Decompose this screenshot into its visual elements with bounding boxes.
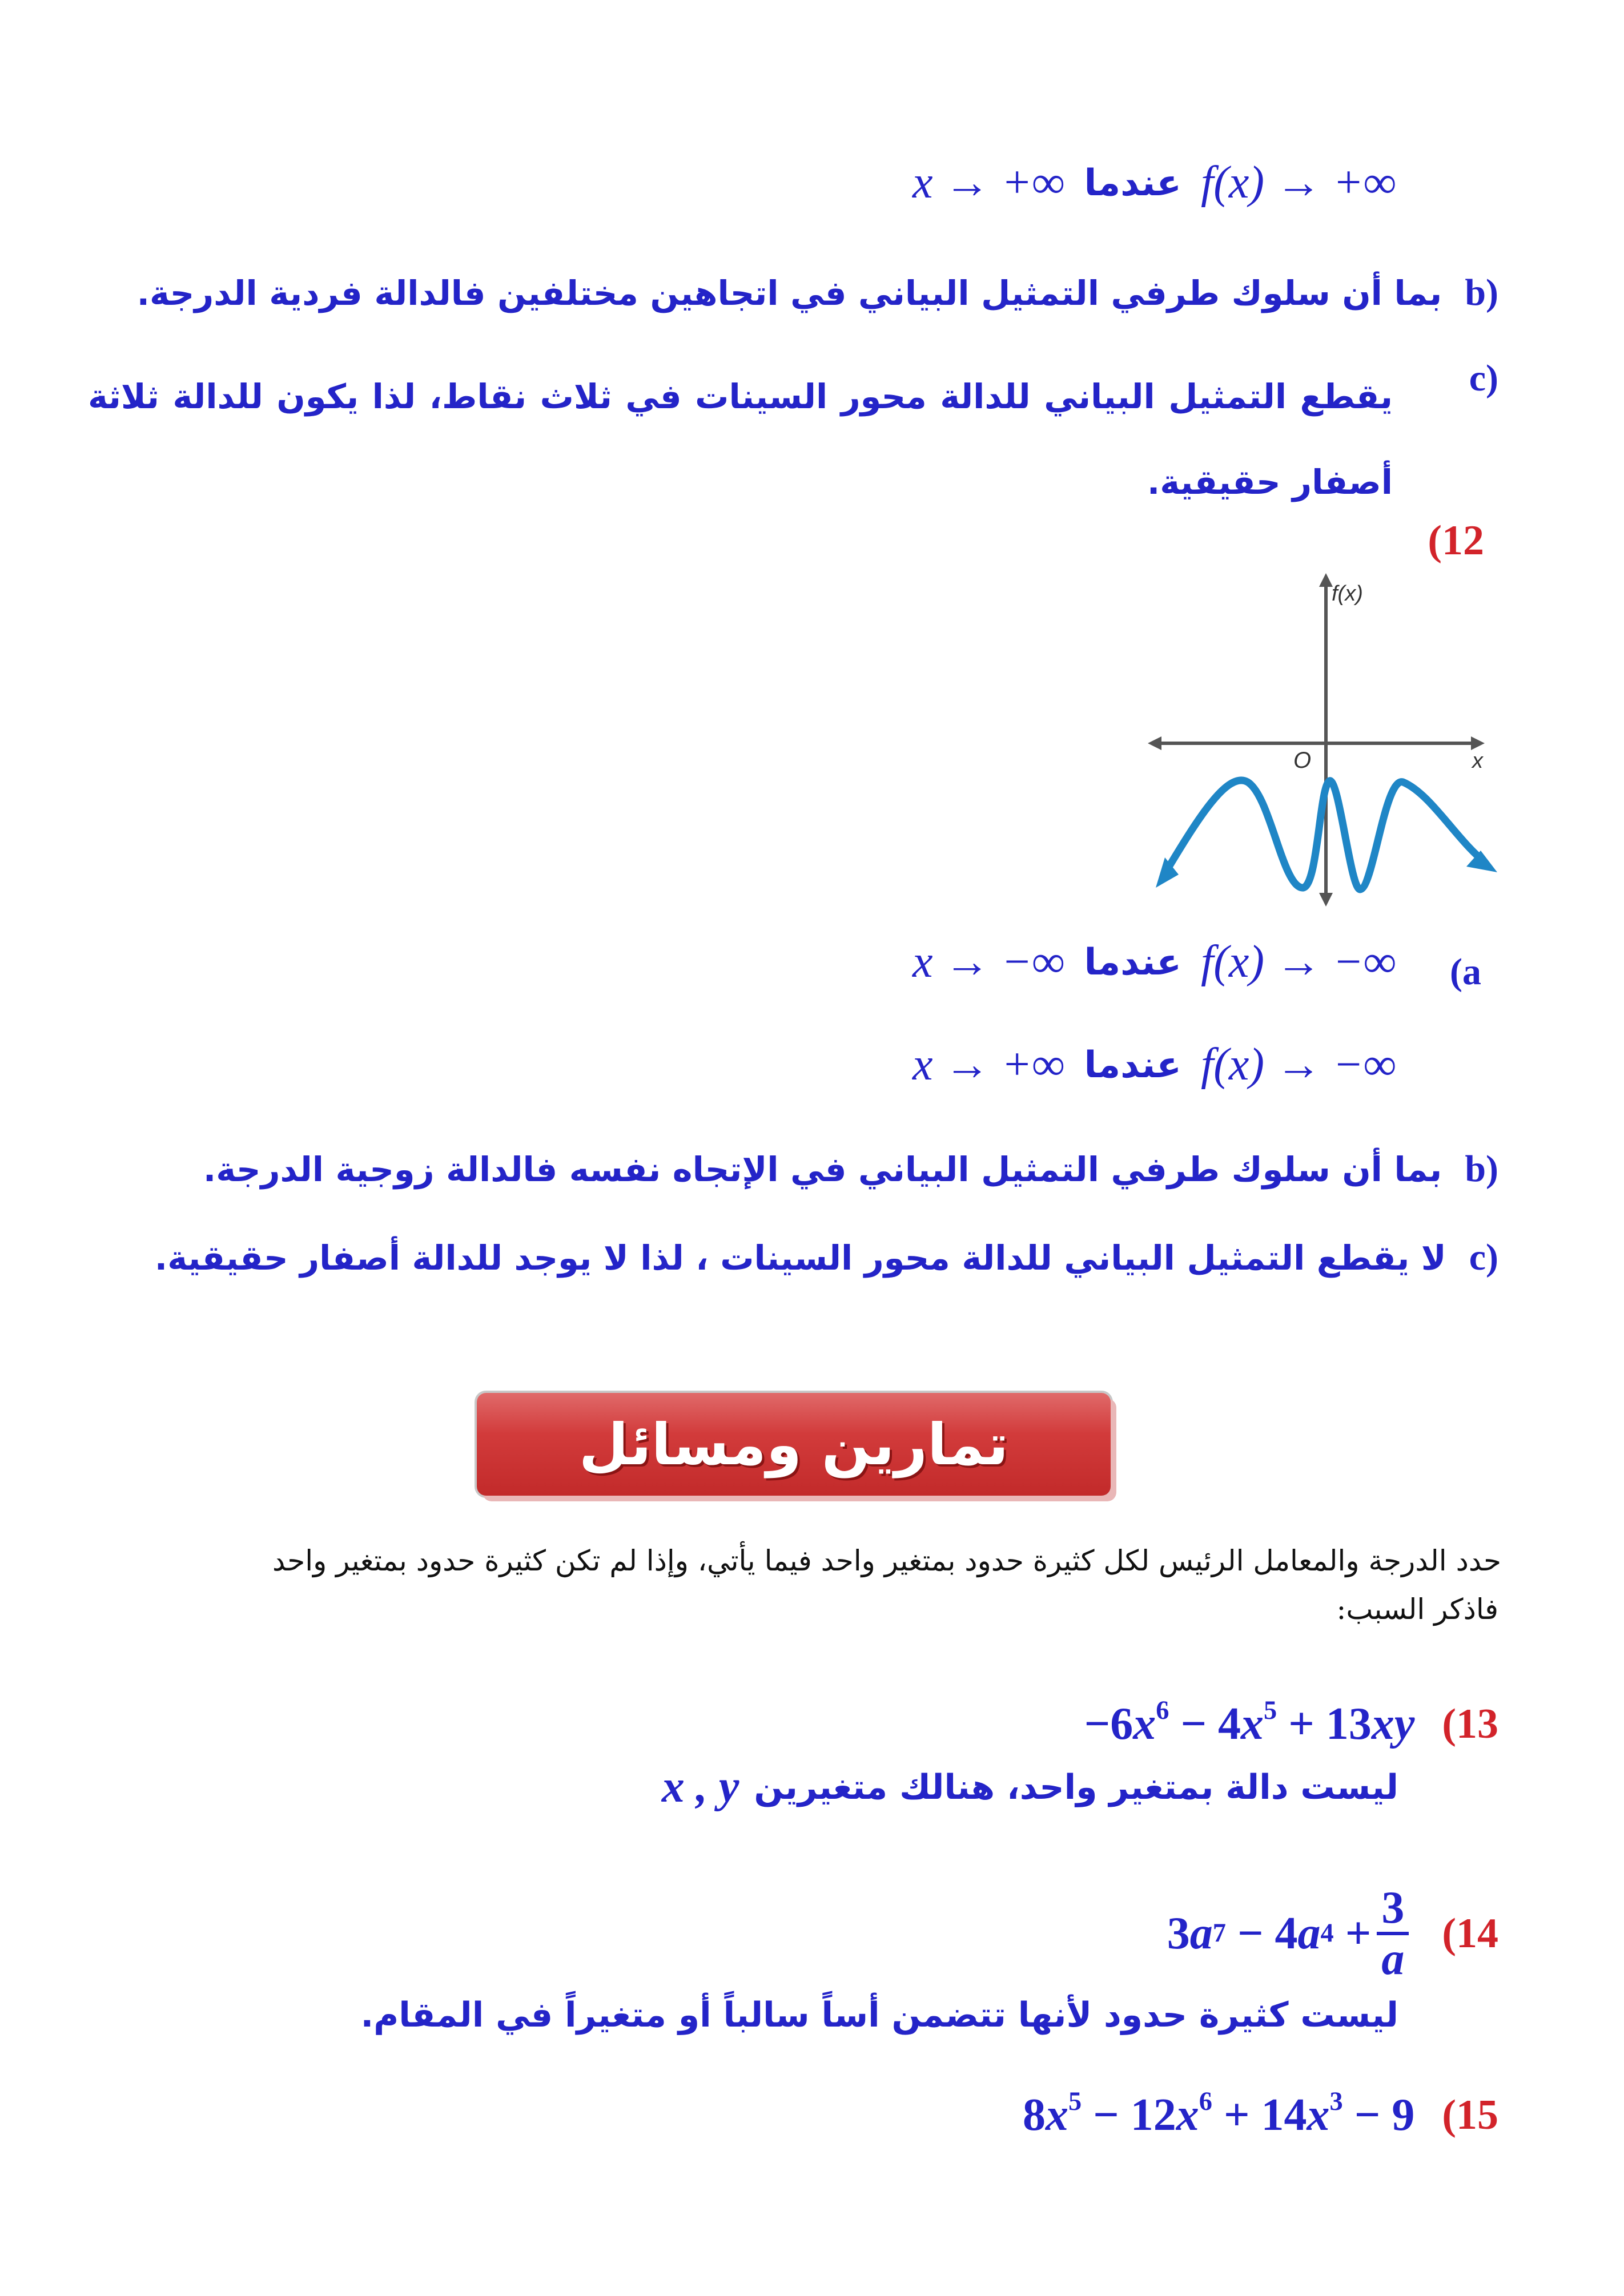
problem-13-answer-text: ليست دالة بمتغير واحد، هنالك متغيرين	[754, 1767, 1398, 1807]
y-axis-arrow-down	[1319, 893, 1333, 907]
p12-a1-cond: x → −∞	[912, 937, 1065, 987]
top-item-c-text: يقطع التمثيل البياني للدالة محور السينات في ثلاث نقاط، لذا يكون للدالة ثلاثة أصفار حقيقية.	[88, 377, 1393, 502]
p12-a1-word: عندما	[1084, 941, 1181, 984]
instructions-line-1: حدد الدرجة والمعامل الرئيس لكل كثيرة حدود بمتغير واحد فيما يأتي، وإذا لم تكن كثيرة حدود بمتغير واحد	[272, 1544, 1501, 1577]
exercises-banner-title: تمارين ومسائل	[578, 1411, 1009, 1478]
p12-a2-cond: x → +∞	[912, 1040, 1065, 1090]
top-cond-math: x → +∞	[912, 158, 1065, 208]
p12-item-c-label: c)	[1469, 1236, 1498, 1278]
problem-14-answer: ليست كثيرة حدود لأنها تتضمن أساً سالباً أو متغيراً في المقام.	[360, 1995, 1398, 2035]
problem-15-expression: $8x^5 - 12x^6 + 14x^3 - 9$	[1022, 2087, 1415, 2140]
problem-13-vars: x , y	[661, 1762, 739, 1812]
top-item-c-label: c)	[1469, 357, 1498, 399]
problem-13-answer	[662, 1761, 1398, 1813]
problem-12-number: (12	[1428, 517, 1484, 564]
p12-a2-word: عندما	[1084, 1044, 1181, 1086]
p12-item-c-text: لا يقطع التمثيل البياني للدالة محور السينات ، لذا لا يوجد للدالة أصفار حقيقية.	[154, 1238, 1446, 1278]
problem-14-frac-num: 3	[1377, 1884, 1409, 1935]
graph-x-label: x	[1472, 749, 1483, 773]
problem-13-number: (13	[1442, 1701, 1498, 1747]
problem-15	[1023, 2089, 1498, 2141]
problem-14	[1167, 1884, 1498, 1983]
top-limit-math: f(x) → +∞	[1200, 158, 1396, 208]
p12-item-b	[203, 1147, 1498, 1191]
problem-14-fraction	[1377, 1884, 1409, 1983]
p12-a2-math: f(x) → −∞	[1200, 1040, 1396, 1090]
p12-item-b-text: بما أن سلوك طرفي التمثيل البياني في الإتجاه نفسه فالدالة زوجية الدرجة.	[203, 1149, 1442, 1189]
problem-12-graph	[1148, 571, 1513, 908]
instructions-line-2: فاذكر السبب:	[1336, 1593, 1498, 1626]
problem-12-a-label: (a	[1450, 951, 1481, 993]
problem-14-frac-den: a	[1381, 1934, 1405, 1984]
problem-13	[1084, 1698, 1498, 1750]
problem-14-number: (14	[1442, 1910, 1498, 1957]
top-word-when: عندما	[1084, 162, 1181, 204]
top-item-b-text: بما أن سلوك طرفي التمثيل البياني في اتجاهين مختلفين فالدالة فردية الدرجة.	[136, 273, 1442, 313]
exercises-banner	[477, 1393, 1111, 1496]
p12-item-c	[155, 1236, 1498, 1279]
x-axis-arrow-left	[1148, 736, 1161, 750]
graph-origin-label: O	[1293, 748, 1312, 773]
p12-item-b-label: b)	[1465, 1148, 1498, 1190]
problem-14-expression: 3 a 7 − 4 a 4 + $\frac{3}{a}$	[1167, 1884, 1415, 1983]
problem-15-number: (15	[1442, 2092, 1498, 2138]
x-axis-arrow-right	[1471, 736, 1485, 750]
p12-a-line-1	[834, 936, 1396, 988]
top-end-behavior-line	[834, 157, 1396, 209]
problem-13-expression: $-6x^6 - 4x^5 + 13xy$	[1084, 1696, 1415, 1749]
top-item-b	[137, 271, 1498, 315]
graph-y-label: f(x)	[1332, 582, 1363, 606]
p12-a1-math: f(x) → −∞	[1200, 937, 1396, 987]
top-item-b-label: b)	[1465, 272, 1498, 313]
p12-a-line-2	[834, 1039, 1396, 1091]
y-axis-arrow-up	[1319, 573, 1333, 587]
top-item-c	[88, 354, 1498, 525]
